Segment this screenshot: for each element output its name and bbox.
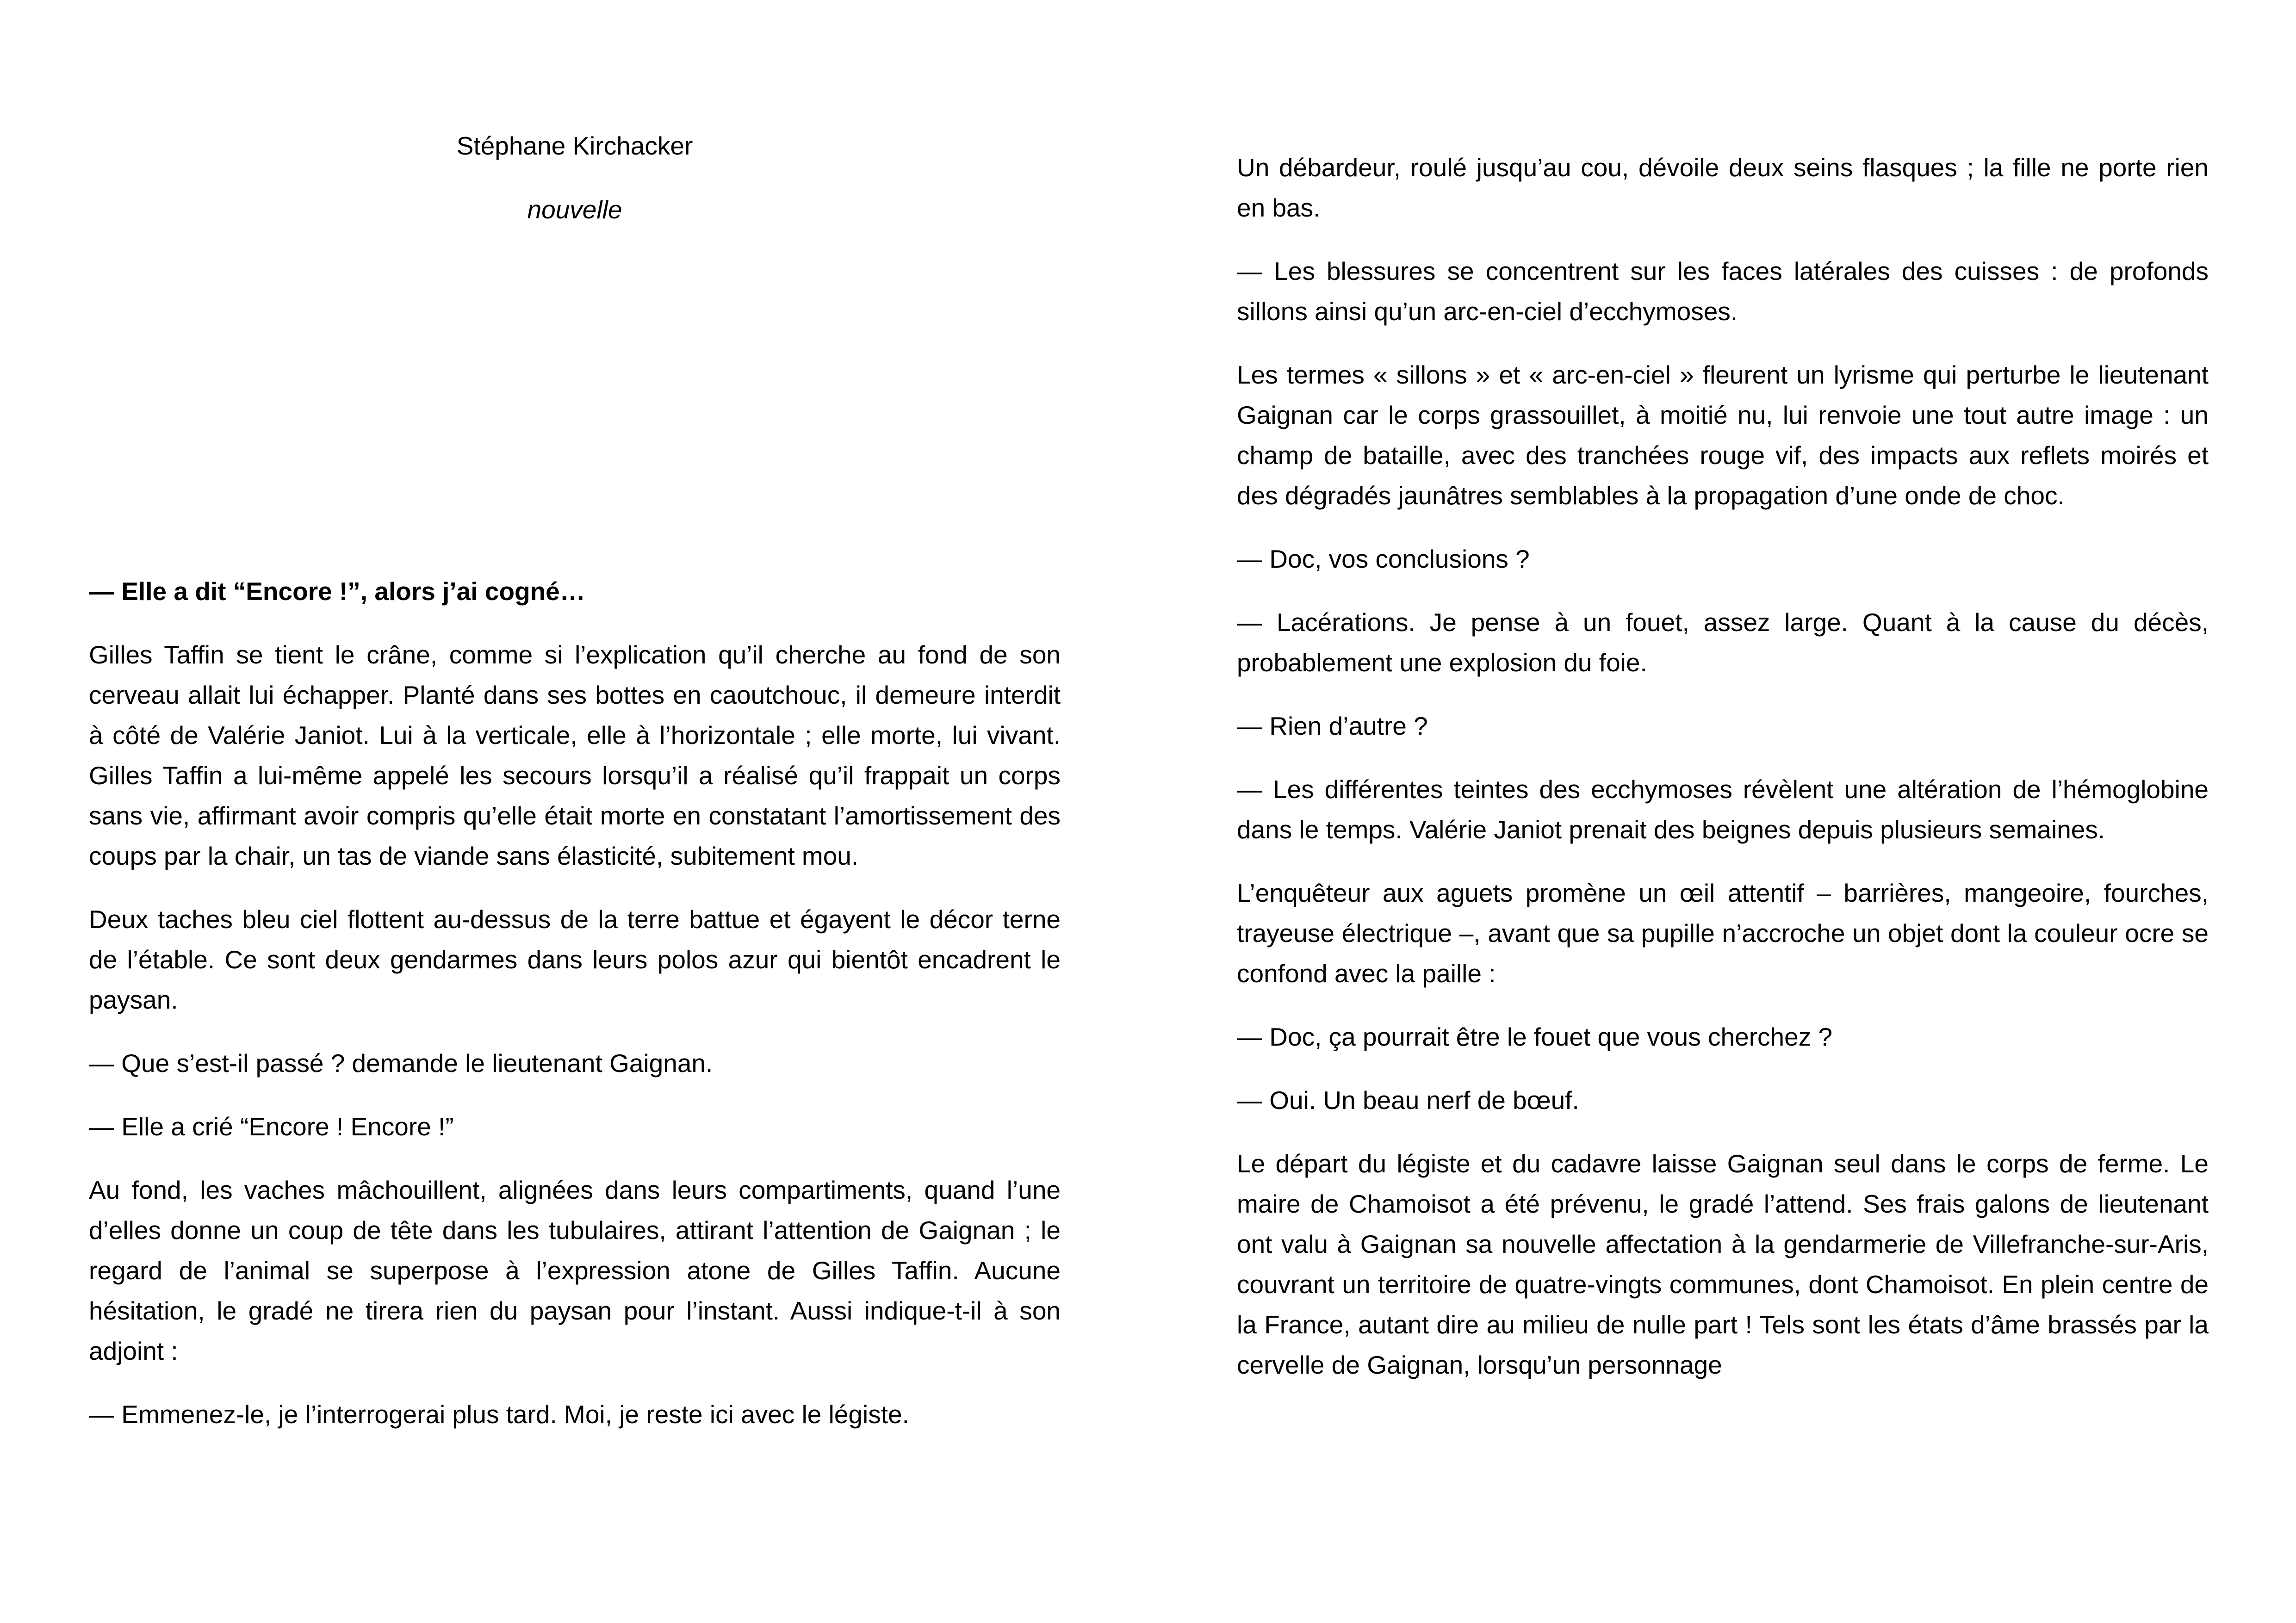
dialogue-line: — Doc, vos conclusions ? <box>1237 545 1530 573</box>
dialogue-line: — Elle a crié “Encore ! Encore !” <box>89 1112 454 1141</box>
paragraph: Gilles Taffin se tient le crâne, comme si l’explication qu’il cherche au fond de son cerveau allait lui échapper. Planté dans ses bottes en caoutchouc, il demeure interdit à côté de Valérie Janiot. Lui à la verticale, elle à l’horizontale ; elle morte, lui vivant. Gilles Taffin a lui-même appelé les secours lorsqu’il a réalisé qu’il frappait un corps sans vie, affirmant avoir compris qu’elle était morte en constatant l’amortissement des coups par la chair, un tas de viande sans élasticité, subitement mou. <box>89 640 1061 870</box>
paragraph: Au fond, les vaches mâchouillent, alignées dans leurs compartiments, quand l’une d’elles donne un coup de tête dans les tubulaires, attirant l’attention de Gaignan ; le regard de l’animal se superpose à l’expression atone de Gilles Taffin. Aucune hésitation, le gradé ne tirera rien du paysan pour l’instant. Aussi indique-t-il à son adjoint : <box>89 1176 1061 1365</box>
paragraph: L’enquêteur aux aguets promène un œil attentif – barrières, mangeoire, fourches, trayeuse électrique –, avant que sa pupille n’accroche un objet dont la couleur ocre se confond avec la paille : <box>1237 879 2209 988</box>
dialogue-line: — Les différentes teintes des ecchymoses révèlent une altération de l’hémoglobine dans le temps. Valérie Janiot prenait des beignes depuis plusieurs semaines. <box>1237 775 2209 844</box>
right-text-column <box>1237 148 2209 1408</box>
paragraph: Le départ du légiste et du cadavre laisse Gaignan seul dans le corps de ferme. Le maire de Chamoisot a été prévenu, le gradé l’attend. Ses frais galons de lieutenant ont valu à Gaignan sa nouvelle affectation à la gendarmerie de Villefranche-sur-Aris, couvrant un territoire de quatre-vingts communes, dont Chamoisot. En plein centre de la France, autant dire au milieu de nulle part ! Tels sont les états d’âme brassés par la cervelle de Gaignan, lorsqu’un personnage <box>1237 1149 2209 1379</box>
left-text-column <box>89 571 1061 1458</box>
author-name: Stéphane Kirchacker <box>456 131 693 160</box>
paragraph: Les termes « sillons » et « arc-en-ciel » fleurent un lyrisme qui perturbe le lieutenant Gaignan car le corps grassouillet, à moitié nu, lui renvoie une tout autre image : un champ de bataille, avec des tranchées rouge vif, des impacts aux reflets moirés et des dégradés jaunâtres semblables à la propagation d’une onde de choc. <box>1237 360 2209 510</box>
paragraph: Un débardeur, roulé jusqu’au cou, dévoile deux seins flasques ; la fille ne porte rien en bas. <box>1237 153 2209 222</box>
dialogue-line: — Les blessures se concentrent sur les faces latérales des cuisses : de profonds sillons ainsi qu’un arc-en-ciel d’ecchymoses. <box>1237 257 2209 326</box>
dialogue-line: — Emmenez-le, je l’interrogerai plus tard. Moi, je reste ici avec le légiste. <box>89 1400 909 1429</box>
dialogue-line: — Rien d’autre ? <box>1237 712 1428 740</box>
dialogue-line: — Oui. Un beau nerf de bœuf. <box>1237 1086 1579 1115</box>
right-page <box>1148 0 2296 1623</box>
dialogue-line: — Lacérations. Je pense à un fouet, assez large. Quant à la cause du décès, probablement une explosion du foie. <box>1237 608 2209 677</box>
opening-line: — Elle a dit “Encore !”, alors j’ai cogné… <box>89 577 585 606</box>
genre-label: nouvelle <box>527 195 622 224</box>
dialogue-line: — Que s’est-il passé ? demande le lieutenant Gaignan. <box>89 1049 713 1078</box>
paragraph: Deux taches bleu ciel flottent au-dessus de la terre battue et égayent le décor terne de l’étable. Ce sont deux gendarmes dans leurs polos azur qui bientôt encadrent le paysan. <box>89 905 1061 1014</box>
dialogue-line: — Doc, ça pourrait être le fouet que vous cherchez ? <box>1237 1022 1833 1051</box>
